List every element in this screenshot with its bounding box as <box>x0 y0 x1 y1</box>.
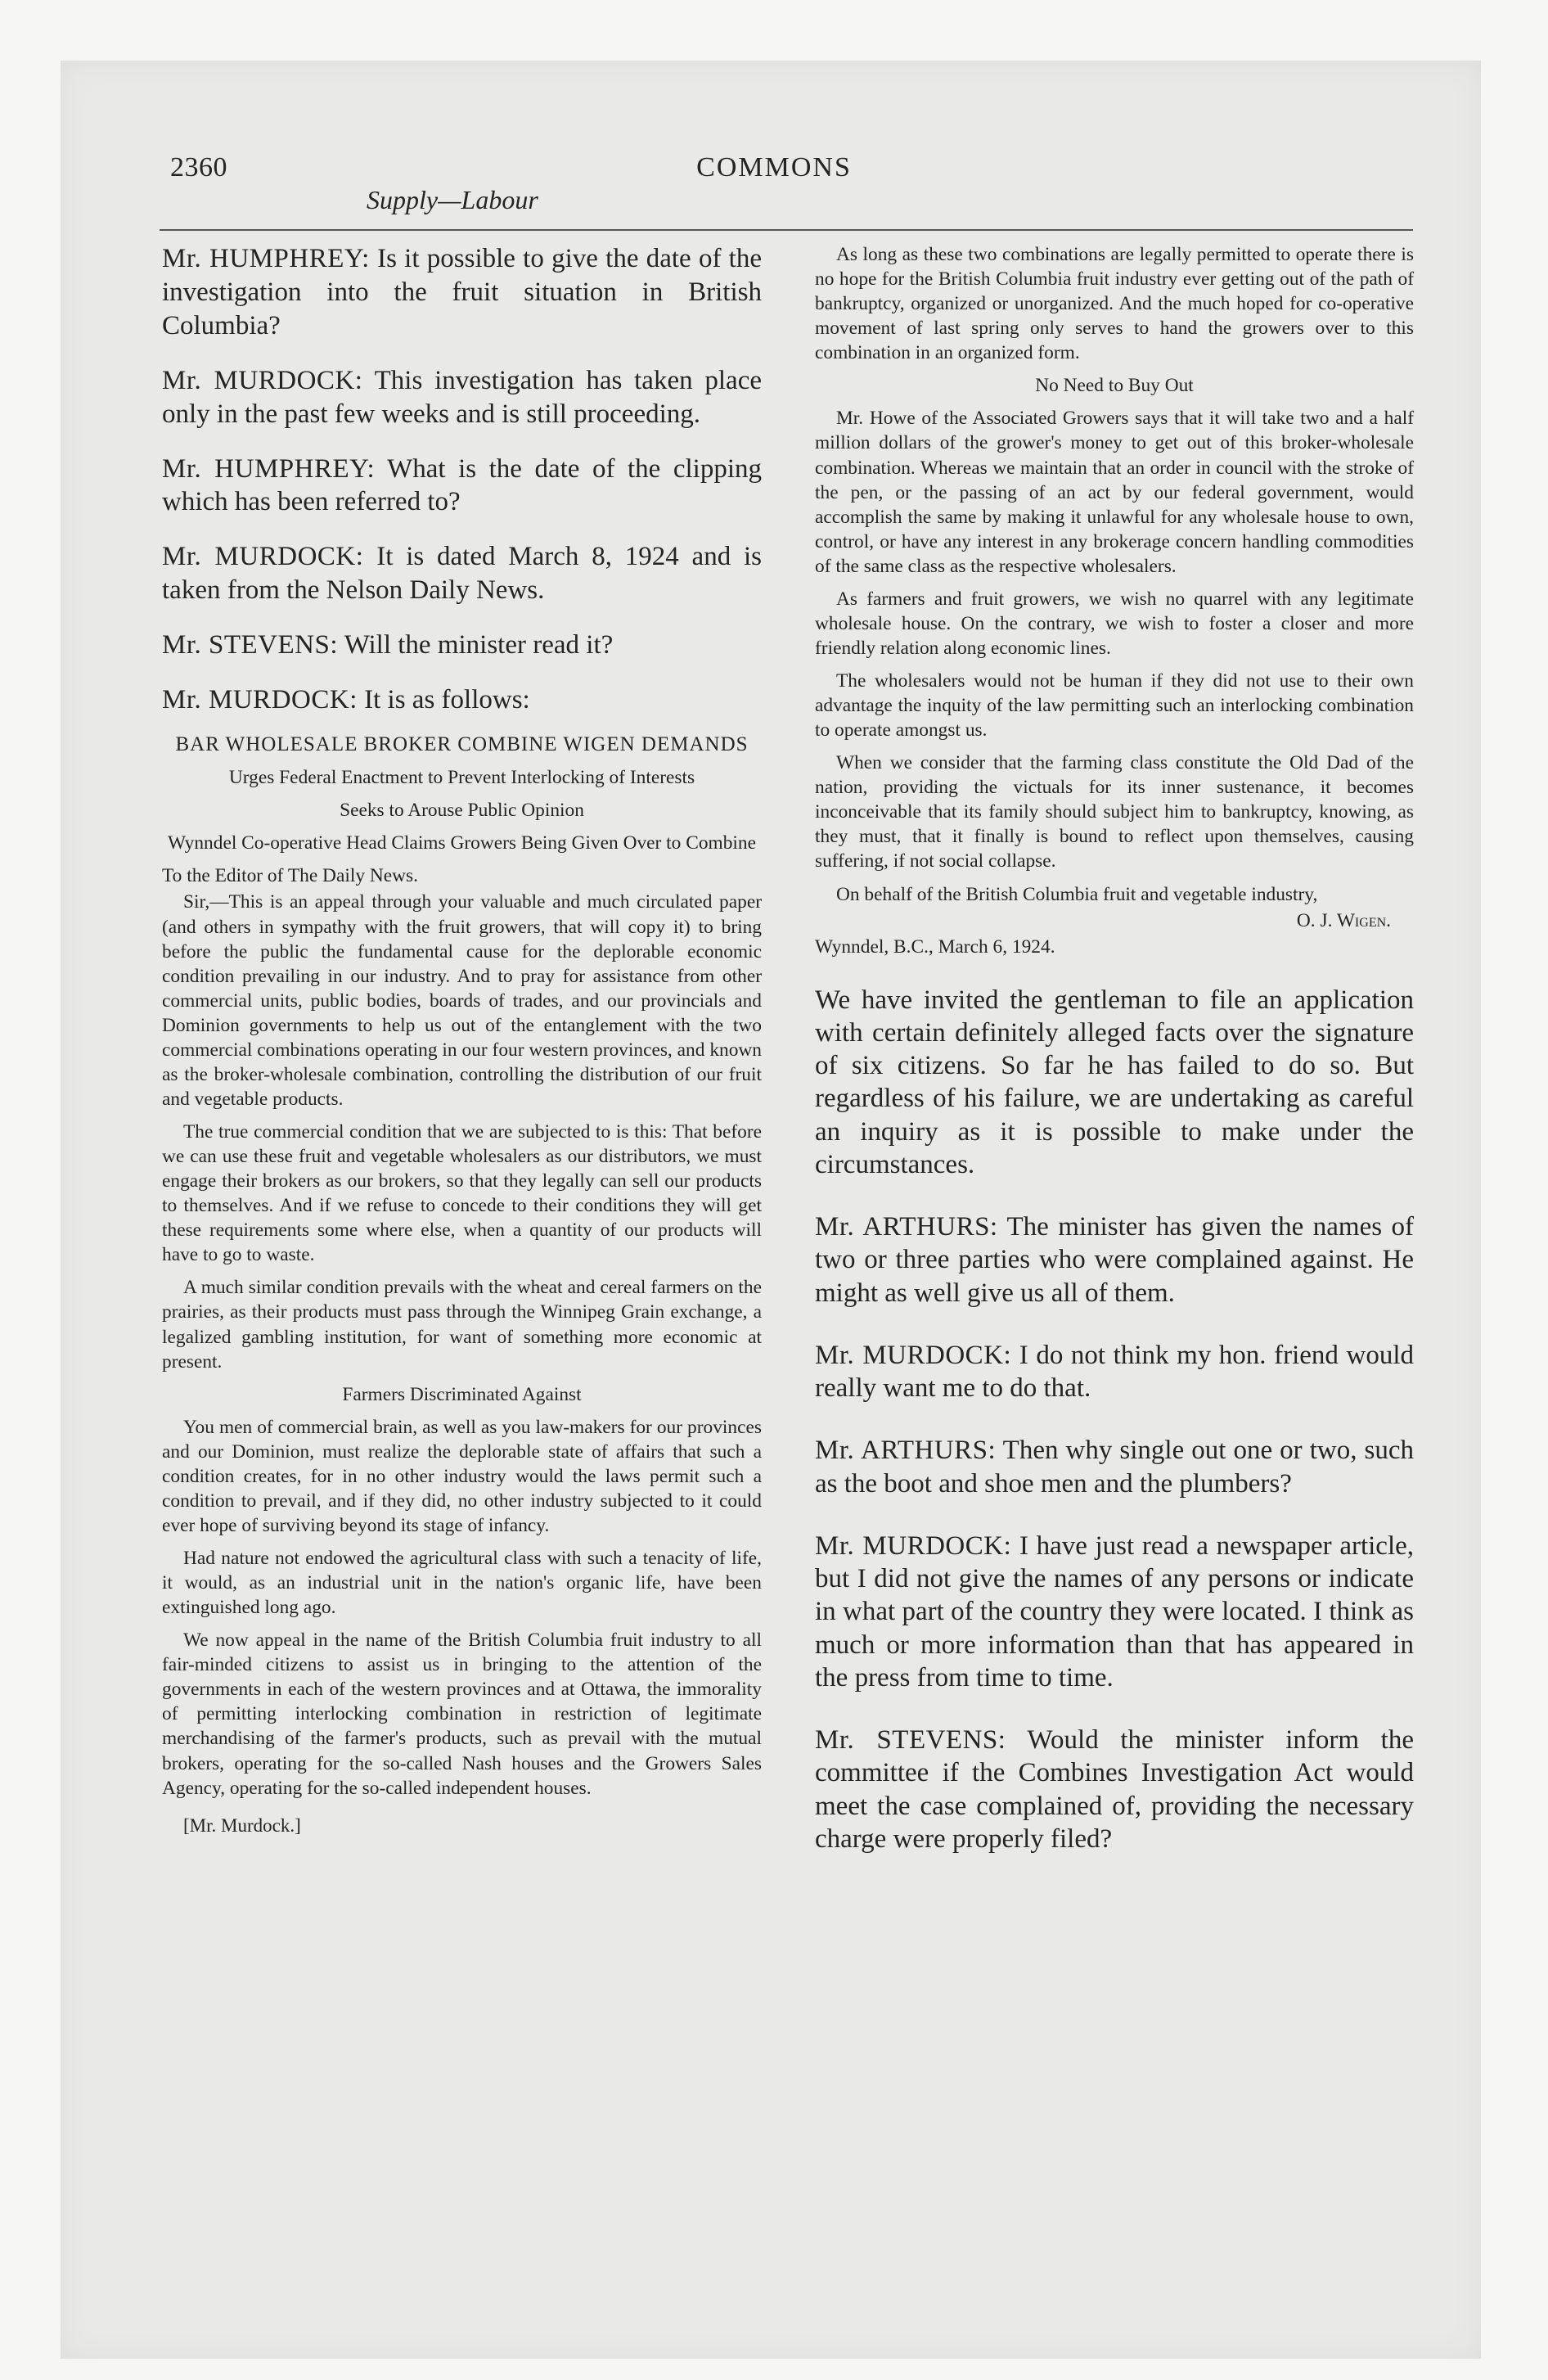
page-number: 2360 <box>170 152 227 183</box>
letter-subhead: No Need to Buy Out <box>1035 375 1194 397</box>
speech-text: Is it possible to give the date of the investigation into the fruit situation in British Columbia? <box>162 244 762 340</box>
speaker: Mr. STEVENS: <box>815 1725 1006 1756</box>
speaker: Mr. MURDOCK: <box>162 542 364 572</box>
speaker-footer-tag: [Mr. Murdock.] <box>183 1814 301 1836</box>
speech-text: I have just read a newspaper article, but I did not give the names of any persons or indicate in what part of the country they were located. I think as much or more information than that has appeared in the press from time to time. <box>815 1530 1415 1693</box>
article-headline: BAR WHOLESALE BROKER COMBINE WIGEN DEMANDS <box>175 732 749 755</box>
letter-paragraph: We now appeal in the name of the British Columbia fruit industry to all fair-minded citizens to assist us in bringing to the attention of the governments in each of the western provinces and at Ottawa, the immorality of permitting interlocking combination in restriction of legitimate merchandising of the farmer's products, such as prevail with the mutual brokers, operating for the so-called Nash houses and the Growers Sales Agency, operating for the so-called independent houses. <box>162 1629 762 1799</box>
speaker: Mr. MURDOCK: <box>815 1340 1012 1370</box>
speaker: Mr. ARTHURS: <box>815 1212 998 1242</box>
speech-stevens-1 <box>162 629 762 662</box>
letter-subhead: Farmers Discriminated Against <box>342 1383 582 1405</box>
speech-text: This investigation has taken place only in the past few weeks and is still proceeding. <box>162 365 762 429</box>
speech-text: I do not think my hon. friend would really want me to do that. <box>815 1340 1414 1404</box>
letter-paragraph: On behalf of the British Columbia fruit and vegetable industry, <box>836 883 1318 905</box>
letter-paragraph: When we consider that the farming class constitute the Old Dad of the nation, providing the victuals for its inner sustenance, it becomes inconceivable that its family should subject him to bankruptcy, knowing, as they must, that it finally is bound to reflect upon themselves, causing suffering, if not social collapse. <box>815 752 1414 872</box>
letter-paragraph: Sir,—This is an appeal through your valuable and much circulated paper (and others in sympathy with the fruit growers, that will copy it) to bring before the public the fundamental cause for the deplorable economic condition prevailing in our industry. And to pray for assistance from other commercial units, public bodies, boards of trades, and our provincials and Dominion governments to help us out of the entanglement with the two commercial combinations operating in our four western provinces, and known as the broker-wholesale combination, controlling the distribution of our fruit and vegetable products. <box>162 891 762 1110</box>
speech-stevens-2 <box>815 1724 1414 1855</box>
speech-murdock-4 <box>815 1339 1414 1405</box>
section-title: Supply—Labour <box>367 185 538 214</box>
letter-signature: O. J. Wigen. <box>1296 909 1391 931</box>
speaker: Mr. STEVENS: <box>162 630 339 660</box>
speech-humphrey-1 <box>162 242 762 343</box>
speech-text: It is as follows: <box>364 685 530 715</box>
letter-paragraph: A much similar condition prevails with the wheat and cereal farmers on the prairies, as their products must pass through the Winnipeg Grain exchange, a legalized gambling institution, for want of something more economic at present. <box>162 1277 762 1373</box>
letter-dateline: Wynndel, B.C., March 6, 1924. <box>815 935 1055 958</box>
speech-text: Will the minister read it? <box>344 630 614 660</box>
header-rule <box>160 229 1413 231</box>
speech-murdock-continued <box>815 984 1414 1182</box>
right-column <box>815 242 1414 2347</box>
article-subhead: Urges Federal Enactment to Prevent Interlocking of Interests <box>228 767 695 789</box>
speaker: Mr. MURDOCK: <box>815 1530 1012 1561</box>
salutation: To the Editor of The Daily News. <box>162 865 418 887</box>
speech-text: We have invited the gentleman to file an application with certain definitely alleged facts over the signature of six citizens. So far he has failed to do so. But regardless of his failure, we are undertaking as careful an inquiry as it is possible to make under the circumstances. <box>815 985 1414 1179</box>
speaker: Mr. ARTHURS: <box>815 1436 997 1466</box>
speech-text: Would the minister inform the committee if the Combines Investigation Act would meet the case complained of, providing the necessary charge were properly filed? <box>815 1725 1414 1854</box>
left-column <box>162 242 762 2347</box>
speech-arthurs-1 <box>815 1210 1414 1309</box>
letter-paragraph: As long as these two combinations are legally permitted to operate there is no hope for the British Columbia fruit industry ever getting out of the path of bankruptcy, organized or unorganized. And the much hoped for co-operative movement of last spring only serves to hand the growers over to this combination in an organized form. <box>815 244 1414 364</box>
speech-murdock-2 <box>162 540 762 607</box>
speaker: Mr. HUMPHREY: <box>162 453 376 484</box>
speech-murdock-5 <box>815 1530 1414 1694</box>
letter-paragraph: As farmers and fruit growers, we wish no quarrel with any legitimate wholesale house. On the contrary, we wish to foster a closer and more friendly relation along economic lines. <box>815 588 1414 659</box>
speech-text: The minister has given the names of two or three parties who were complained against. He might as well give us all of them. <box>815 1212 1415 1308</box>
speech-text: What is the date of the clipping which has been referred to? <box>162 453 762 517</box>
letter-paragraph: You men of commercial brain, as well as you law-makers for our provinces and our Dominion, must realize the deplorable state of affairs that such a condition creates, for in no other industry would the laws permit such a condition to prevail, and if they did, no other industry subjected to it could ever hope of surviving beyond its stage of infancy. <box>162 1416 762 1536</box>
speaker: Mr. MURDOCK: <box>162 685 358 715</box>
speech-text: It is dated March 8, 1924 and is taken from the Nelson Daily News. <box>162 542 763 606</box>
speech-murdock-3 <box>162 683 762 717</box>
letter-paragraph: Had nature not endowed the agricultural class with such a tenacity of life, it would, as an industrial unit in the nation's organic life, have been extinguished long ago. <box>162 1548 762 1619</box>
speech-humphrey-2 <box>162 453 762 520</box>
letter-paragraph: The true commercial condition that we are subjected to is this: That before we can use these fruit and vegetable wholesalers as our distributors, we must engage their brokers as our brokers, so that they legally can sell our products to themselves. And if we refuse to concede to their conditions they will get these requirements some where else, when a quantity of our products will have to go to waste. <box>162 1121 762 1266</box>
speaker: Mr. MURDOCK: <box>162 365 363 395</box>
letter-paragraph: The wholesalers would not be human if they did not use to their own advantage the inquity of the law permitting such an interlocking combination to operate amongst us. <box>815 670 1414 741</box>
running-head: COMMONS <box>696 152 852 183</box>
article-subhead: Wynndel Co-operative Head Claims Growers Being Given Over to Combine <box>168 832 756 854</box>
speaker: Mr. HUMPHREY: <box>162 244 370 273</box>
speech-arthurs-2 <box>815 1434 1414 1500</box>
speech-murdock-1 <box>162 364 762 431</box>
letter-paragraph: Mr. Howe of the Associated Growers says that it will take two and a half million dollars of the grower's money to get out of this broker-wholesale combination. Whereas we maintain that an order in council with the stroke of the pen, or the passing of an act by our federal government, would accomplish the same by making it unlawful for any wholesale house to own, control, or have any interest in any brokerage concern handling commodities of the same class as the respective wholesalers. <box>815 408 1414 577</box>
article-subhead: Seeks to Arouse Public Opinion <box>340 800 584 822</box>
speech-text: Then why single out one or two, such as the boot and shoe men and the plumbers? <box>815 1436 1414 1499</box>
